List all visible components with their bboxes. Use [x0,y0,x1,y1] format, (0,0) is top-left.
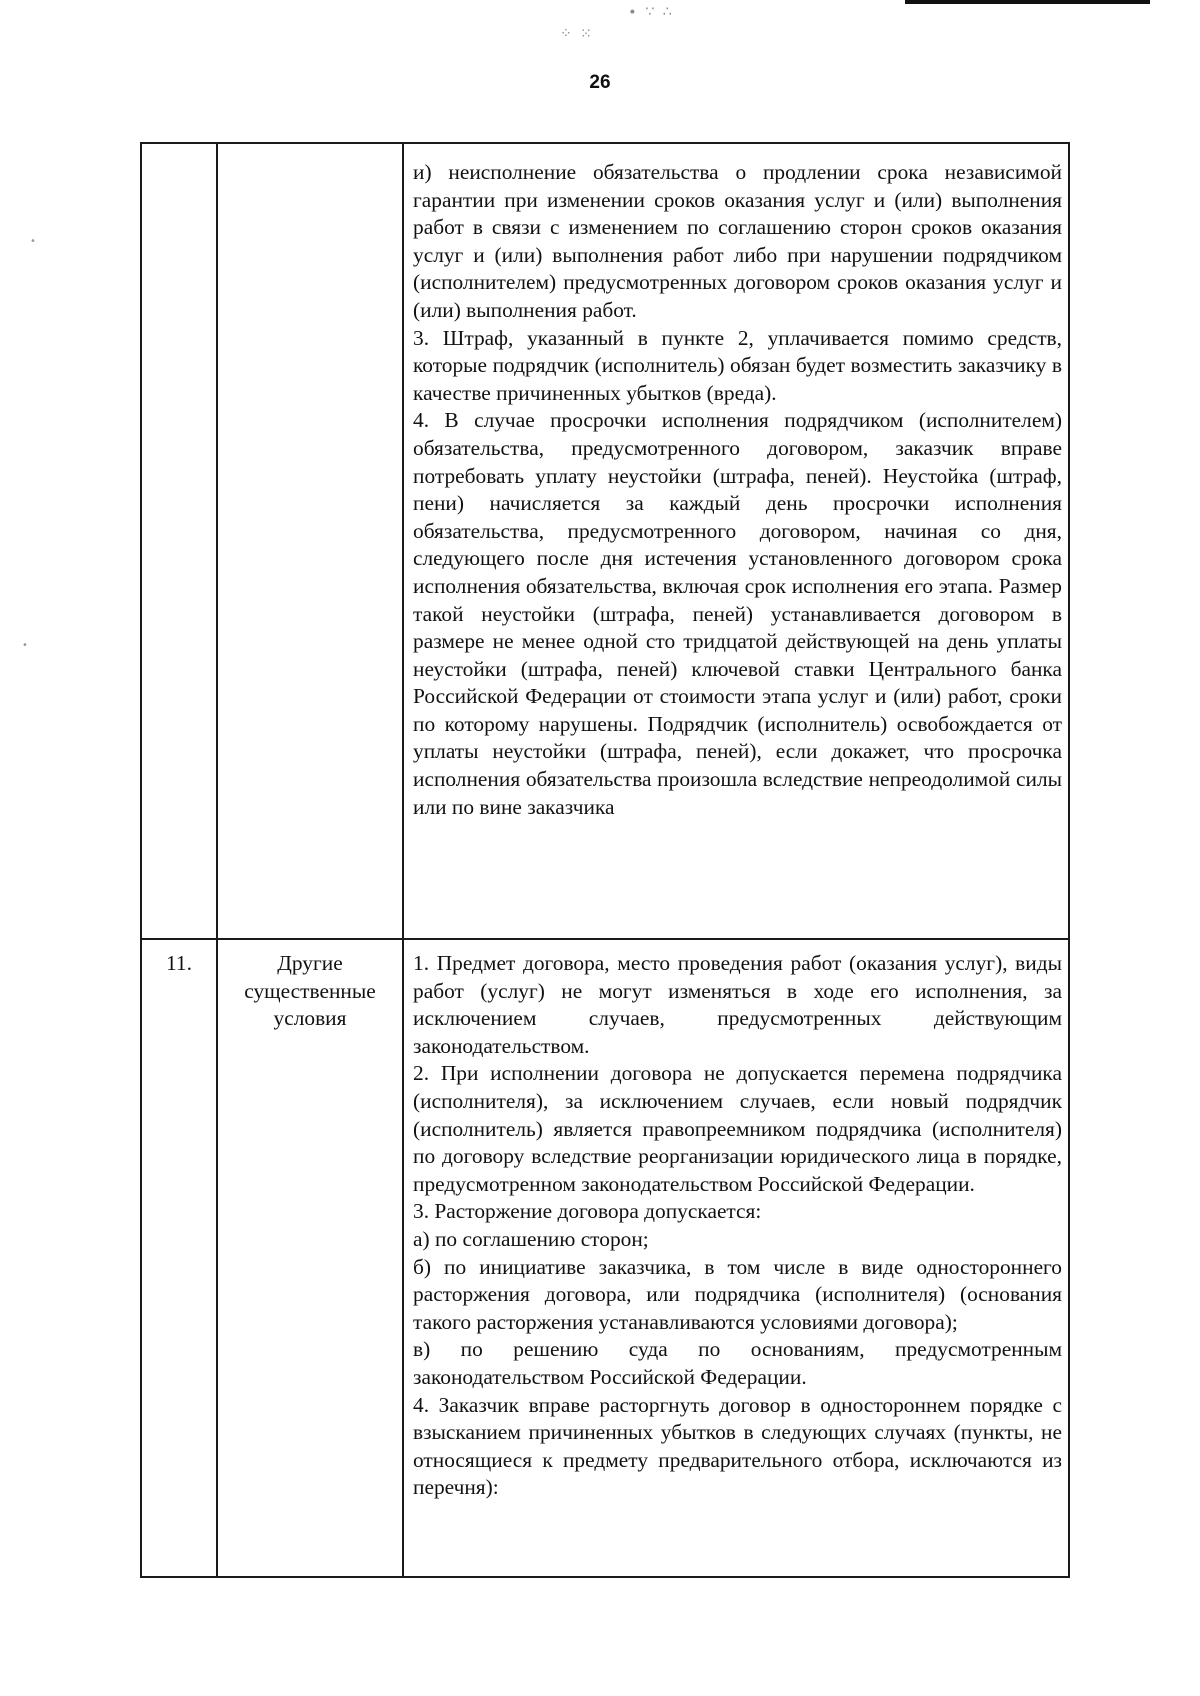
conditions-table [140,142,1070,1578]
clause-paragraph: 2. При исполнении договора не допускается перемена подрядчика (исполнителя), за исключением случаев, если новый подрядчик (исполнитель) является правопреемником подрядчика (исполнителя) по договору вследствие реорганизации юридического лица в порядке, предусмотренном законодательством Российской Федерации. [413,1061,1062,1196]
clause-paragraph: 4. В случае просрочки исполнения подрядчиком (исполнителем) обязательства, предусмотренного договором, заказчик вправе потребовать уплату неустойки (штрафа, пеней). Неустойка (штраф, пени) начисляется за каждый день просрочки исполнения обязательства, предусмотренного договором, начиная со дня, следующего после дня истечения установленного договором срока исполнения обязательства, включая срок исполнения его этапа. Размер такой неустойки (штрафа, пеней) устанавливается договором в размере не менее одной сто тридцатой действующей на день уплаты неустойки (штрафа, пеней) ключевой ставки Центрального банка Российской Федерации от стоимости этапа услуг и (или) работ, сроки по которому нарушены. Подрядчик (исполнитель) освобождается от уплаты неустойки (штрафа, пеней), если докажет, что просрочка исполнения обязательства произошла вследствие непреодолимой силы или по вине заказчика [413,408,1062,819]
scan-noise-mark: ∙ ∵ ∴ [628,4,674,20]
scan-top-border [905,0,1150,4]
clause-paragraph: 3. Расторжение договора допускается: [413,1199,762,1224]
row-name-cell: Другие существенные условия [217,939,403,1577]
row-number-cell: 11. [141,939,217,1577]
row-text-cell [403,939,1069,1577]
row-number-cell [141,143,217,939]
clause-paragraph: б) по инициативе заказчика, в том числе в виде одностороннего расторжения договора, или подрядчика (исполнителя) (основания такого расторжения устанавливаются условиями договора); [413,1254,1062,1334]
clause-paragraph: и) неисполнение обязательства о продлении срока независимой гарантии при изменении сроков оказания услуг и (или) выполнения работ в связи с изменением по соглашению сторон сроков оказания услуг и (или) выполнения работ либо при нарушении подрядчиком (исполнителем) предусмотренных договором сроков оказания услуг и (или) выполнения работ. [413,160,1062,322]
clause-paragraph: 3. Штраф, указанный в пункте 2, уплачивается помимо средств, которые подрядчик (исполнитель) обязан будет возместить заказчику в качестве причиненных убытков (вреда). [413,325,1062,405]
scan-noise-mark: ⁘ ⁙ [560,26,594,42]
clause-paragraph: а) по соглашению сторон; [413,1226,649,1251]
clause-paragraph: 4. Заказчик вправе расторгнуть договор в одностороннем порядке с взысканием причиненных убытков в следующих случаях (пункты, не относящиеся к предмету предварительного отбора, исключаются из перечня): [413,1392,1062,1500]
clause-paragraph: в) по решению суда по основаниям, предусмотренным законодательством Российской Федерации. [413,1337,1062,1389]
page-number: 26 [589,72,611,93]
scan-dust-dot: • [30,236,36,247]
table-row [141,939,1069,1577]
row-name-cell [217,143,403,939]
row-text-cell [403,143,1069,939]
table-row [141,143,1069,939]
scan-dust-dot: • [22,640,28,651]
clause-paragraph: 1. Предмет договора, место проведения работ (оказания услуг), виды работ (услуг) не могут изменяться в ходе его исполнения, за исключением случаев, предусмотренных действующим законодательством. [413,951,1062,1058]
